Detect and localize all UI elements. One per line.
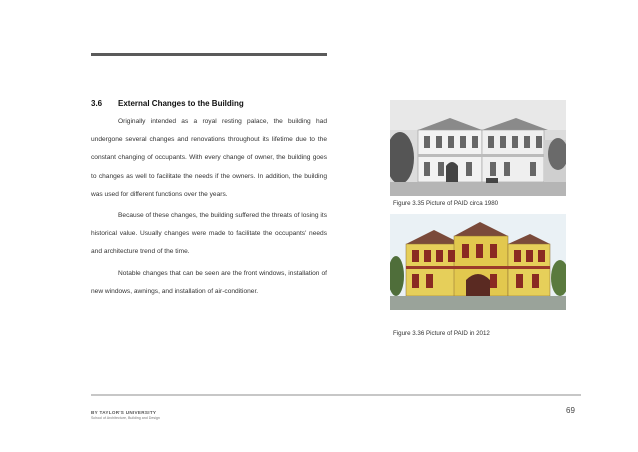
page-number: 69 <box>566 406 575 415</box>
section-heading <box>91 99 244 108</box>
figure-caption-1: Figure 3.35 Picture of PAID circa 1980 <box>393 200 499 207</box>
footer-university: BY TAYLOR'S UNIVERSITY <box>91 410 157 415</box>
paragraph: Because of these changes, the building suffered the threats of losing its historical value. Usually changes were made to facilitate the occupants' needs and architecture trend of the time. <box>91 212 327 256</box>
figure-photo-2012 <box>390 214 566 310</box>
top-divider <box>91 53 327 56</box>
footer <box>91 410 160 420</box>
footer-divider <box>91 394 581 396</box>
body-text <box>91 113 327 304</box>
paragraph: Notable changes that can be seen are the front windows, installation of new windows, awnings, and installation of air-conditioner. <box>91 269 327 295</box>
figure-caption-2: Figure 3.36 Picture of PAID in 2012 <box>393 330 490 337</box>
footer-school: School of Architecture, Building and Design <box>91 416 160 420</box>
section-title: External Changes to the Building <box>118 99 244 108</box>
section-number: 3.6 <box>91 99 103 108</box>
paragraph: Originally intended as a royal resting palace, the building had undergone several changes and renovations throughout its lifetime due to the constant changing of occupants. With every change of owner, the building goes to changes as well to facilitate the needs if the owners. In addition, the building was used for different functions over the years. <box>91 118 327 198</box>
figure-photo-1980 <box>390 100 566 196</box>
